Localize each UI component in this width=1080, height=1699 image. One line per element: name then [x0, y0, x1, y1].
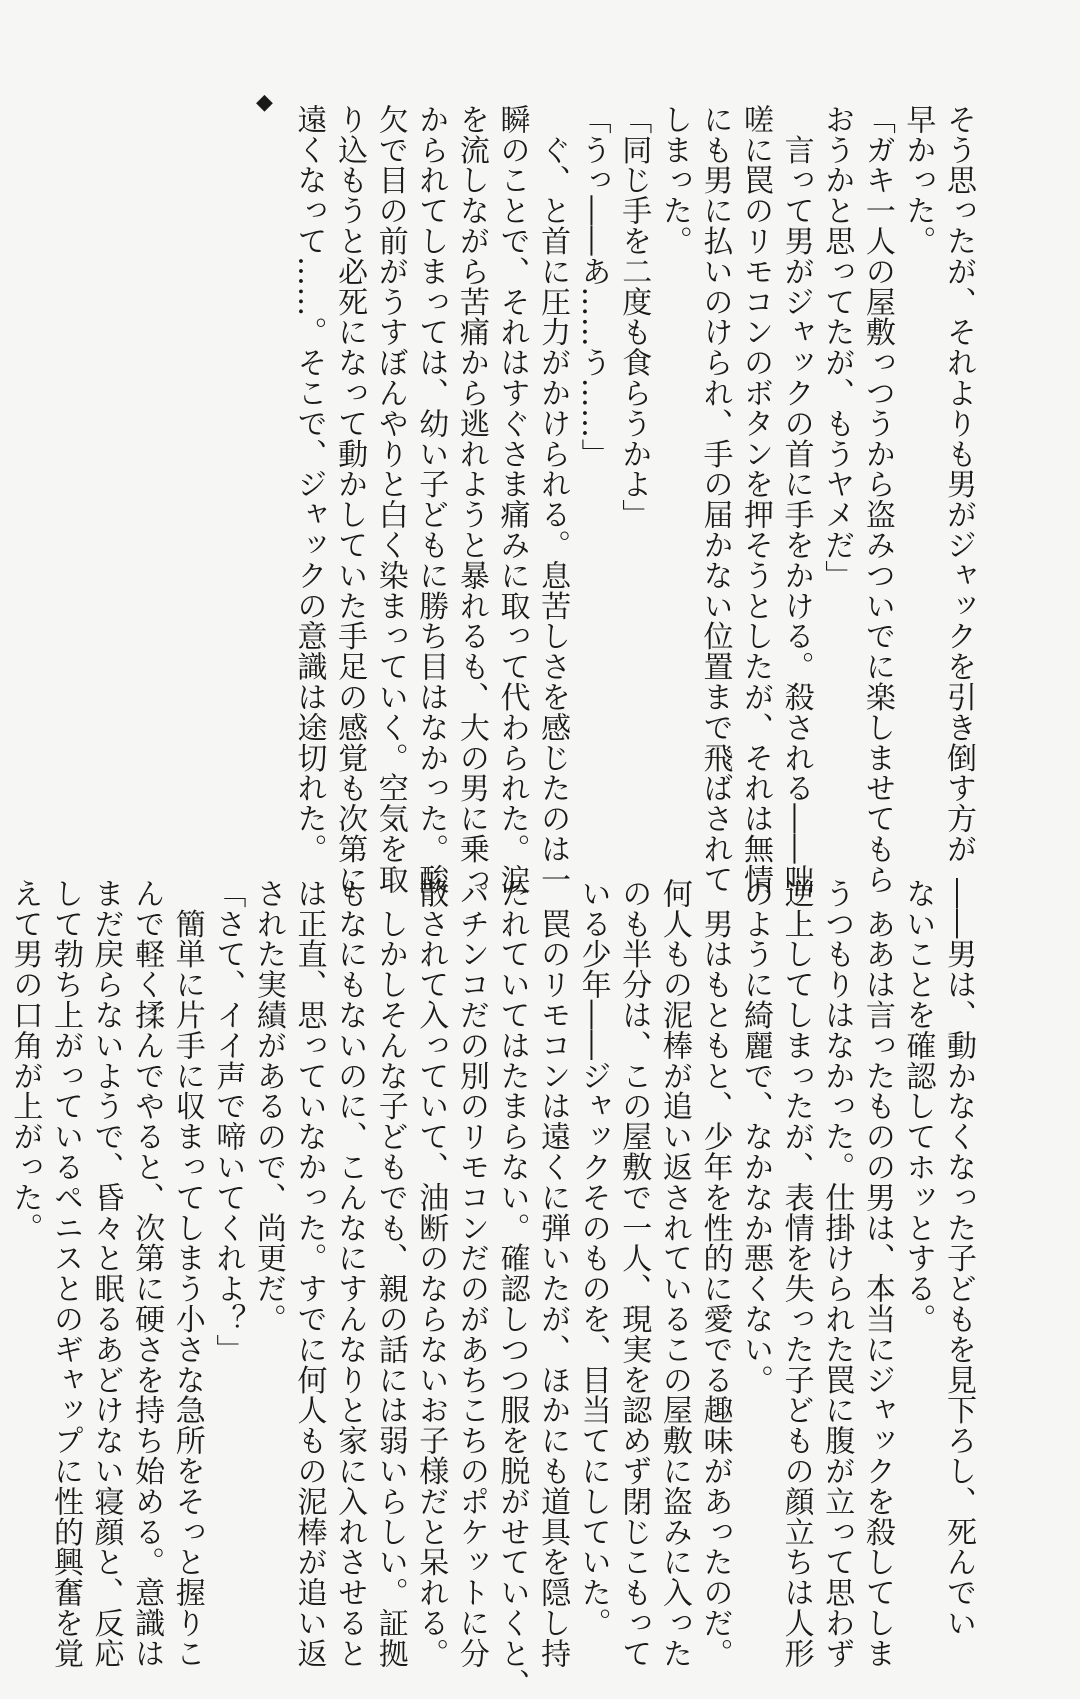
text-line: いる少年――ジャックそのものを、目当てにしていた。 — [575, 878, 611, 1638]
text-line: 早かった。 — [900, 104, 936, 256]
text-line: たれていてはたまらない。確認しつつ服を脱がせていくと、 — [494, 878, 530, 1699]
text-line: のも半分は、この屋敷で一人、現実を認めず閉じこもって — [616, 878, 652, 1669]
text-line: のように綺麗で、なかなか悪くない。 — [738, 878, 774, 1395]
text-line: しまった。 — [656, 104, 692, 256]
text-line: り込もうと必死になって動かしていた手足の感覚も次第に — [332, 104, 368, 895]
text-line: 男はもともと、少年を性的に愛でる趣味があったのだ。 — [697, 878, 733, 1669]
text-line: にも男に払いのけられ、手の届かない位置まで飛ばされて — [697, 104, 733, 895]
text-line: 「さて、イイ声で啼いてくれよ？」 — [210, 878, 246, 1365]
text-line: 「うっ――あ……う……」 — [575, 104, 611, 469]
text-line: ああは言ったものの男は、本当にジャックを殺してしま — [859, 878, 895, 1669]
section-break-diamond: ◆ — [256, 90, 273, 115]
text-line: 言って男がジャックの首に手をかける。殺される――咄 — [778, 104, 814, 895]
text-line: まだ戻らないようで、昏々と眠るあどけない寝顔と、反応 — [88, 878, 124, 1669]
text-line: おうかと思ってたが、もうヤメだ」 — [819, 104, 855, 591]
text-line: して勃ち上がっているペニスとのギャップに性的興奮を覚 — [47, 878, 83, 1669]
text-line: ぐ、と首に圧力がかけられる。息苦しさを感じたのは一 — [535, 104, 571, 895]
text-line: された実績があるので、尚更だ。 — [250, 878, 286, 1334]
text-line: パチンコだの別のリモコンだのがあちこちのポケットに分 — [453, 878, 489, 1669]
text-line: を流しながら苦痛から逃れようと暴れるも、大の男に乗っ — [453, 104, 489, 895]
text-line: 「ガキ一人の屋敷っつうから盗みついでに楽しませてもら — [859, 104, 895, 895]
text-line: んで軽く揉んでやると、次第に硬さを持ち始める。意識は — [129, 878, 165, 1669]
text-line: は正直、思っていなかった。すでに何人もの泥棒が追い返 — [291, 878, 327, 1669]
text-line: ――男は、動かなくなった子どもを見下ろし、死んでい — [941, 878, 976, 1638]
text-line: ないことを確認してホッとする。 — [900, 878, 936, 1334]
text-line: 欠で目の前がうすぼんやりと白く染まっていく。空気を取 — [372, 104, 408, 895]
text-block-upper — [288, 104, 978, 895]
text-line: 瞬のことで、それはすぐさま痛みに取って代わられた。涙 — [494, 104, 530, 895]
text-line: 遠くなって……。そこで、ジャックの意識は途切れた。 — [291, 104, 327, 864]
text-line: 罠のリモコンは遠くに弾いたが、ほかにも道具を隠し持 — [535, 878, 571, 1669]
text-block-lower — [4, 878, 978, 1699]
text-line: えて男の口角が上がった。 — [7, 878, 43, 1243]
text-line: もなにもないのに、こんなにすんなりと家に入れさせると — [332, 878, 368, 1669]
text-line: かられてしまっては、幼い子どもに勝ち目はなかった。酸 — [413, 104, 449, 895]
text-line: うつもりはなかった。仕掛けられた罠に腹が立って思わず — [819, 878, 855, 1669]
text-line: 何人もの泥棒が追い返されているこの屋敷に盗みに入った — [656, 878, 692, 1669]
text-line: 「同じ手を二度も食らうかよ」 — [616, 104, 652, 530]
text-line: そう思ったが、それよりも男がジャックを引き倒す方が — [941, 104, 976, 864]
text-line: しかしそんな子どもでも、親の話には弱いらしい。証拠 — [372, 878, 408, 1669]
text-line: 嗟に罠のリモコンのボタンを押そうとしたが、それは無情 — [738, 104, 774, 895]
text-line: 散されて入っていて、油断のならないお子様だと呆れる。 — [413, 878, 449, 1669]
text-line: 簡単に片手に収まってしまう小さな急所をそっと握りこ — [169, 878, 205, 1669]
text-line: 逆上してしまったが、表情を失った子どもの顔立ちは人形 — [778, 878, 814, 1669]
